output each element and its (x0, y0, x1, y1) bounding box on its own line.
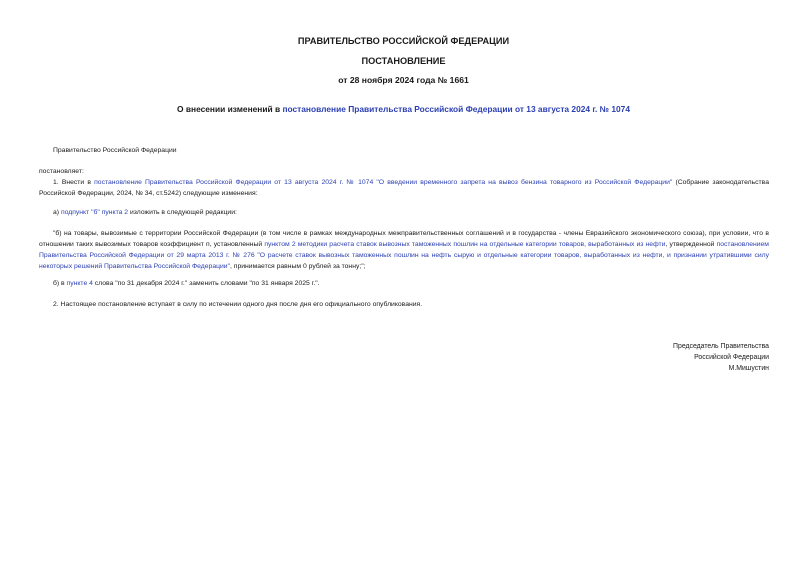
document-title (0, 104, 807, 114)
item-1-text-a: 1. Внести в (53, 179, 95, 186)
government-heading: ПРАВИТЕЛЬСТВО РОССИЙСКОЙ ФЕДЕРАЦИИ (297, 36, 510, 46)
quote-text-b: , утвержденной (665, 241, 717, 248)
issuer-text: Правительство Российской Федерации (53, 147, 177, 154)
title-amended-decree-link[interactable]: постановление Правительства Российской Федерации от 13 августа 2024 г. № 1074 (282, 104, 630, 114)
quoted-text-paragraph (39, 228, 769, 272)
subitem-b-text-b: слова "по 31 декабря 2024 г." заменить словами "по 31 января 2025 г.". (92, 280, 320, 287)
subitem-a-paragraph (53, 207, 237, 218)
signature-title: Председатель Правительства (673, 343, 769, 350)
date-number-heading: от 28 ноября 2024 года № 1661 (338, 75, 469, 85)
decides-text: постановляет: (39, 168, 84, 175)
document-type-heading: ПОСТАНОВЛЕНИЕ (361, 56, 446, 66)
subitem-b-paragraph (53, 278, 320, 289)
signature-name: М.Мишустин (728, 365, 769, 372)
item-2-paragraph: 2. Настоящее постановление вступает в силу по истечении одного дня после дня его официального опубликования. (53, 301, 423, 308)
title-prefix: О внесении изменений в (177, 104, 283, 114)
subitem-a-text-b: изложить в следующей редакции: (128, 209, 237, 216)
item-1-text-b: (Собрание законодательства Российской Федерации, 2024, № 34, ст.5242) следующие изменения: (39, 179, 769, 197)
decree-276-link[interactable]: постановлением Правительства Российской Федерации от 29 марта 2013 г. № 276 "О расчете ставок вывозных таможенных пошлин на нефть сырую и отдельные категории товаров, выработанных из нефти, и признании утратившими силу некоторых решений Правительства Российской Федерации" (39, 241, 769, 270)
subitem-a-link[interactable]: подпункт "б" пункта 2 (60, 209, 129, 216)
quote-text-c: , принимается равным 0 рублей за тонну;"; (230, 263, 366, 270)
item-1-paragraph (39, 177, 769, 199)
subitem-a-text-a: а) (53, 209, 61, 216)
subitem-b-text-a: б) в (53, 280, 67, 287)
methodology-link[interactable]: пунктом 2 методики расчета ставок вывозных таможенных пошлин на отдельные категории товаров, выработанных из нефти (264, 241, 666, 248)
signature-org: Российской Федерации (694, 354, 769, 361)
item-1-decree-link[interactable]: постановление Правительства Российской Федерации от 13 августа 2024 г. № 1074 "О введении временного запрета на вывоз бензина товарного из Российской Федерации" (94, 179, 673, 186)
quote-text-a: "б) на товары, вывозимые с территории Российской Федерации (в том числе в рамках международных межправительственных соглашений и в государства - члены Евразийского экономического союза), при условии, что в отношении таких вывозимых товаров коэффициент п, установленный (39, 230, 769, 248)
subitem-b-link[interactable]: пункте 4 (66, 280, 93, 287)
